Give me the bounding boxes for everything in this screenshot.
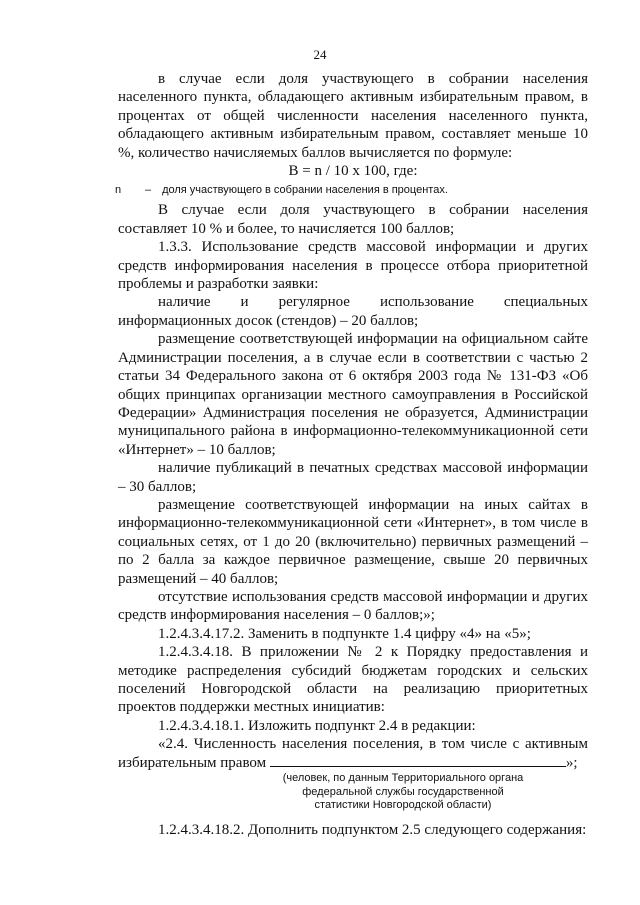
paragraph-2-4-end: »;	[565, 754, 578, 771]
paragraph-18-2: 1.2.4.3.4.18.2. Дополнить подпунктом 2.5 следующего содержания:	[158, 821, 587, 838]
page-number: 24	[313, 47, 327, 62]
paragraph-boards: наличие и регулярное использование специальных информационных досок (стендов) – 20 баллов;	[118, 294, 588, 329]
caption-line-1: (человек, по данным Территориального органа	[282, 772, 524, 785]
paragraph-18: 1.2.4.3.4.18. В приложении № 2 к Порядку предоставления и методике распределения субсидий бюджетам городских и сельских поселений Новгородской области на реализацию приоритетных проектов поддержки местных инициатив:	[118, 644, 588, 716]
paragraph-18-1: 1.2.4.3.4.18.1. Изложить подпункт 2.4 в редакции:	[158, 717, 476, 734]
fill-in-blank-line	[270, 754, 566, 767]
blank-caption	[258, 772, 548, 813]
paragraph-low-participation: в случае если доля участвующего в собрании населения населенного пункта, обладающего активным избирательным правом, в процентах от общей численности населения населенного пункта, обладающего активным избирательным правом, составляет меньше 10 %, количество начисляемых баллов вычисляется по формуле:	[118, 71, 588, 161]
variable-description: доля участвующего в собрании населения в процентах.	[162, 184, 448, 197]
paragraph-no-media: отсутствие использования средств массовой информации и других средств информирования населения – 0 баллов;»;	[118, 588, 588, 624]
paragraph-2-4	[118, 735, 588, 772]
paragraph-17-2: 1.2.4.3.4.17.2. Заменить в подпункте 1.4 цифру «4» на «5»;	[158, 625, 531, 642]
caption-line-2: федеральной службы государственной	[302, 785, 504, 798]
document-body	[115, 70, 588, 839]
paragraph-1-3-3: 1.3.3. Использование средств массовой информации и других средств информирования населения в процессе отбора приоритетной проблемы и разработки заявки:	[118, 239, 588, 293]
formula-variable-note	[115, 183, 588, 197]
caption-line-3: статистики Новгородской области)	[314, 799, 492, 812]
variable-name: n	[115, 184, 122, 197]
variable-dash: –	[144, 184, 152, 197]
paragraph-official-site: размещение соответствующей информации на официальном сайте Администрации поселения, а в случае если в соответствии с частью 2 статьи 34 Федерального закона от 6 октября 2003 года № 131-ФЗ «Об общих принципах организации местного самоуправления в Российской Федерации» Администрация поселения не образуется, Администрации муниципального района в информационно-телекоммуникационной сети «Интернет» – 10 баллов;	[118, 331, 588, 458]
paragraph-high-participation: В случае если доля участвующего в собрании населения составляет 10 % и более, то начисляется 100 баллов;	[118, 202, 588, 237]
formula: B = n / 10 x 100, где:	[288, 163, 418, 180]
paragraph-print-media: наличие публикаций в печатных средствах массовой информации – 30 баллов;	[118, 460, 588, 495]
paragraph-other-sites: размещение соответствующей информации на иных сайтах в информационно-телекоммуникационной сети «Интернет», в том числе в социальных сетях, от 1 до 20 (включительно) первичных размещений – по 2 балла за каждое первичное размещение, свыше 20 первичных размещений – 40 баллов;	[118, 496, 588, 587]
paragraph-2-4-text: «2.4. Численность населения поселения, в том числе с активным избирательным правом	[118, 736, 588, 771]
